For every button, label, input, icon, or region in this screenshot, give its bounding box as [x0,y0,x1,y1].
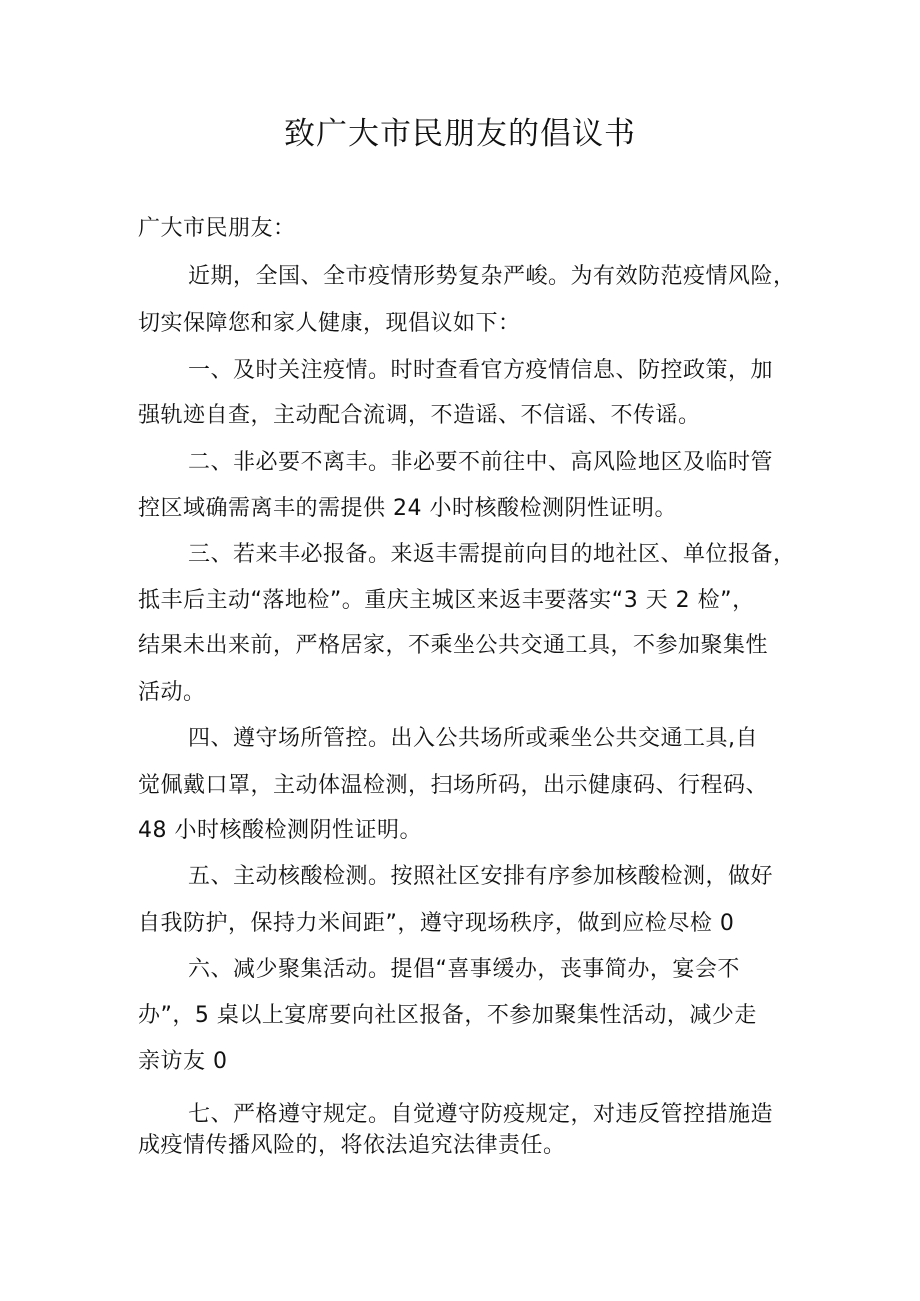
intro-line-1: 近期，全国、全市疫情形势复杂严峻。为有效防范疫情风险， [188,264,796,289]
item-5-line-1: 五、主动核酸检测。按照社区安排有序参加核酸检测，做好 [188,864,774,889]
item-1-line-2: 强轨迹自查，主动配合流调，不造谣、不信谣、不传谣。 [138,403,701,428]
item-4-line-2: 觉佩戴口罩，主动体温检测，扫场所码，出示健康码、行程码、 [138,773,769,798]
item-2-line-2: 控区域确需离丰的需提供 24 小时核酸检测阴性证明。 [138,496,677,521]
item-3-line-4: 活动。 [138,680,206,705]
item-6-line-2: 办”，5 桌以上宴席要向社区报备，不参加聚集性活动，减少走 [138,1003,757,1028]
item-2-line-1: 二、非必要不离丰。非必要不前往中、高风险地区及临时管 [188,450,774,475]
item-4-line-3: 48 小时核酸检测阴性证明。 [138,818,422,843]
item-6-line-3: 亲访友 0 [138,1049,228,1074]
item-6-line-1: 六、减少聚集活动。提倡“喜事缓办，丧事简办，宴会不 [188,957,740,982]
document-title: 致广大市民朋友的倡议书 [284,116,636,152]
intro-line-2: 切实保障您和家人健康，现倡议如下： [138,311,521,336]
item-3-line-1: 三、若来丰必报备。来返丰需提前向目的地社区、单位报备， [188,542,796,567]
item-5-line-2: 自我防护，保持力米间距”，遵守现场秩序，做到应检尽检 0 [138,911,735,936]
item-1-line-1: 一、及时关注疫情。时时查看官方疫情信息、防控政策，加 [188,358,774,383]
item-7-line-2: 成疫情传播风险的，将依法追究法律责任。 [138,1133,566,1158]
salutation: 广大市民朋友： [138,216,296,241]
item-4-line-1: 四、遵守场所管控。出入公共场所或乘坐公共交通工具,自 [188,726,758,751]
item-3-line-2: 抵丰后主动“落地检”。重庆主城区来返丰要落实“3 天 2 检”， [138,588,755,613]
item-7-line-1: 七、严格遵守规定。自觉遵守防疫规定，对违反管控措施造 [188,1102,774,1127]
item-3-line-3: 结果未出来前，严格居家，不乘坐公共交通工具，不参加聚集性 [138,633,769,658]
